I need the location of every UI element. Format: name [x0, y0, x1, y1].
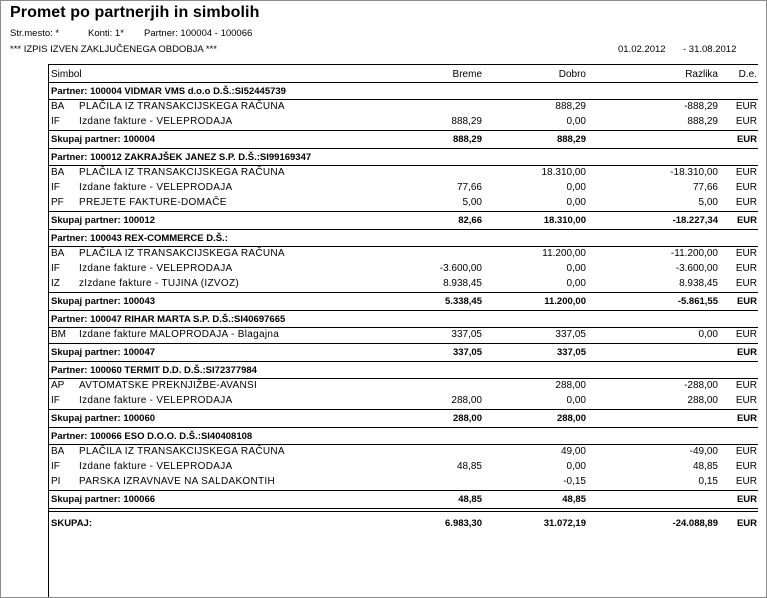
- col-breme: Breme: [452, 69, 482, 80]
- row-description: zIzdane fakture - TUJINA (IZVOZ): [79, 278, 240, 289]
- row-breme: 77,66: [456, 182, 482, 193]
- partner-total-dobro: 48,85: [562, 494, 586, 505]
- row-dobro: 0,00: [566, 197, 586, 208]
- grand-total-de: EUR: [736, 518, 757, 529]
- partner-total-breme: 337,05: [452, 347, 482, 358]
- partner-total-breme: 82,66: [458, 215, 482, 226]
- partner-header: [48, 311, 758, 327]
- row-dobro: 11.200,00: [542, 248, 586, 259]
- report-title: Promet po partnerjih in simbolih: [10, 4, 260, 21]
- partner-total-de: EUR: [736, 134, 757, 145]
- row-dobro: -0,15: [563, 476, 586, 487]
- partner-total-de: EUR: [736, 413, 757, 424]
- partner-header-label: Partner: 100047 RIHAR MARTA S.P. D.Š.:SI40697665: [51, 314, 286, 325]
- table-row: [48, 379, 758, 394]
- row-razlika: 48,85: [692, 461, 718, 472]
- row-dobro: 0,00: [566, 263, 586, 274]
- grand-total-dobro: 31.072,19: [543, 518, 586, 529]
- partner-total-dobro: 18.310,00: [543, 215, 586, 226]
- partner-header-label: Partner: 100004 VIDMAR VMS d.o.o D.Š.:SI52445739: [51, 86, 286, 97]
- row-dobro: 18.310,00: [541, 167, 586, 178]
- col-dobro: Dobro: [558, 69, 586, 80]
- partner-total-dobro: 11.200,00: [544, 296, 586, 307]
- row-breme: 337,05: [451, 329, 482, 340]
- partner-total-de: EUR: [736, 494, 757, 505]
- date-from: 01.02.2012: [618, 44, 666, 55]
- partner-total-breme: 48,85: [458, 494, 482, 505]
- partner-header: [48, 83, 758, 99]
- partner-total-row: [48, 293, 758, 310]
- row-description: PLAČILA IZ TRANSAKCIJSKEGA RAČUNA: [79, 101, 285, 112]
- partner-header-label: Partner: 100043 REX-COMMERCE D.Š.:: [51, 233, 228, 244]
- section-end-rule: [48, 508, 758, 509]
- table-row: [48, 196, 758, 211]
- report-table: [48, 64, 758, 536]
- partner-total-row: [48, 212, 758, 229]
- partner-total-dobro: 288,00: [556, 413, 586, 424]
- row-breme: 5,00: [462, 197, 482, 208]
- row-de: EUR: [735, 278, 757, 289]
- table-row: [48, 181, 758, 196]
- partner-total-label: Skupaj partner: 100047: [51, 347, 156, 358]
- row-de: EUR: [735, 395, 757, 406]
- partner-total-row: [48, 131, 758, 148]
- row-de: EUR: [735, 182, 757, 193]
- row-de: EUR: [735, 167, 757, 178]
- row-code: BA: [51, 101, 65, 112]
- table-row: [48, 247, 758, 262]
- row-code: IZ: [51, 278, 60, 289]
- row-description: PLAČILA IZ TRANSAKCIJSKEGA RAČUNA: [79, 167, 285, 178]
- row-razlika: -18.310,00: [670, 167, 718, 178]
- row-de: EUR: [735, 446, 757, 457]
- row-razlika: 5,00: [698, 197, 718, 208]
- partner-header: [48, 362, 758, 378]
- row-description: AVTOMATSKE PREKNJIŽBE-AVANSI: [79, 380, 258, 391]
- row-dobro: 337,05: [555, 329, 586, 340]
- row-description: Izdane fakture - VELEPRODAJA: [79, 182, 233, 193]
- partner-total-label: Skupaj partner: 100004: [51, 134, 156, 145]
- table-row: [48, 115, 758, 130]
- row-razlika: -288,00: [684, 380, 718, 391]
- row-de: EUR: [735, 476, 757, 487]
- row-code: PI: [51, 476, 61, 487]
- partner-header-label: Partner: 100012 ZAKRAJŠEK JANEZ S.P. D.Š.:SI99169347: [51, 152, 312, 163]
- row-code: BA: [51, 248, 65, 259]
- row-de: EUR: [735, 101, 757, 112]
- row-breme: 288,00: [451, 395, 482, 406]
- row-breme: 8.938,45: [443, 278, 482, 289]
- partner-total-de: EUR: [736, 347, 757, 358]
- partner-header-label: Partner: 100066 ESO D.O.O. D.Š.:SI40408108: [51, 431, 253, 442]
- row-code: AP: [51, 380, 65, 391]
- partner-total-razlika: -18.227,34: [672, 215, 718, 226]
- table-row: [48, 100, 758, 115]
- partner-total-breme: 288,00: [452, 413, 482, 424]
- date-to: - 31.08.2012: [683, 44, 737, 55]
- row-dobro: 0,00: [566, 116, 586, 127]
- row-de: EUR: [735, 380, 757, 391]
- column-header-row: [48, 65, 758, 82]
- row-description: Izdane fakture - VELEPRODAJA: [79, 263, 233, 274]
- row-breme: -3.600,00: [439, 263, 482, 274]
- row-razlika: 0,15: [698, 476, 718, 487]
- grand-total-label: SKUPAJ:: [51, 518, 92, 529]
- table-row: [48, 328, 758, 343]
- row-de: EUR: [735, 197, 757, 208]
- row-dobro: 0,00: [566, 461, 586, 472]
- table-row: [48, 394, 758, 409]
- row-code: BA: [51, 446, 65, 457]
- row-razlika: 77,66: [692, 182, 718, 193]
- row-razlika: -888,29: [684, 101, 718, 112]
- row-dobro: 888,29: [555, 101, 586, 112]
- partner-total-label: Skupaj partner: 100066: [51, 494, 156, 505]
- row-description: PLAČILA IZ TRANSAKCIJSKEGA RAČUNA: [79, 446, 285, 457]
- row-de: EUR: [735, 248, 757, 259]
- row-code: BA: [51, 167, 65, 178]
- row-dobro: 0,00: [566, 278, 586, 289]
- partner-total-row: [48, 491, 758, 508]
- row-razlika: 8.938,45: [679, 278, 718, 289]
- row-de: EUR: [735, 263, 757, 274]
- partner-sections: [48, 83, 758, 509]
- row-dobro: 0,00: [566, 182, 586, 193]
- col-razlika: Razlika: [685, 69, 718, 80]
- meta-konti: Konti: 1*: [88, 28, 124, 39]
- row-code: IF: [51, 461, 60, 472]
- partner-total-breme: 5.338,45: [445, 296, 482, 307]
- row-de: EUR: [735, 461, 757, 472]
- partner-total-row: [48, 344, 758, 361]
- partner-header-label: Partner: 100060 TERMIT D.D. D.Š.:SI72377984: [51, 365, 257, 376]
- table-row: [48, 460, 758, 475]
- row-code: IF: [51, 263, 60, 274]
- row-code: PF: [51, 197, 64, 208]
- row-description: Izdane fakture MALOPRODAJA - Blagajna: [79, 329, 280, 340]
- row-de: EUR: [735, 329, 757, 340]
- table-row: [48, 166, 758, 181]
- row-razlika: -49,00: [689, 446, 718, 457]
- row-dobro: 0,00: [566, 395, 586, 406]
- row-description: PLAČILA IZ TRANSAKCIJSKEGA RAČUNA: [79, 248, 285, 259]
- row-description: Izdane fakture - VELEPRODAJA: [79, 461, 233, 472]
- row-breme: 888,29: [451, 116, 482, 127]
- partner-total-label: Skupaj partner: 100043: [51, 296, 156, 307]
- row-description: Izdane fakture - VELEPRODAJA: [79, 116, 233, 127]
- col-de: D.e.: [738, 69, 757, 80]
- period-notice: *** IZPIS IZVEN ZAKLJUČENEGA OBDOBJA ***: [10, 44, 217, 55]
- row-razlika: 288,00: [687, 395, 718, 406]
- table-row: [48, 445, 758, 460]
- grand-total-breme: 6.983,30: [445, 518, 482, 529]
- row-razlika: -11.200,00: [670, 248, 718, 259]
- partner-total-row: [48, 410, 758, 427]
- row-razlika: -3.600,00: [675, 263, 718, 274]
- partner-total-label: Skupaj partner: 100012: [51, 215, 156, 226]
- row-code: IF: [51, 395, 60, 406]
- table-row: [48, 277, 758, 292]
- table-row: [48, 262, 758, 277]
- grand-total-row: [48, 512, 758, 536]
- partner-total-razlika: -5.861,55: [677, 296, 718, 307]
- col-simbol: Simbol: [51, 69, 82, 80]
- meta-strmesto: Str.mesto: *: [10, 28, 60, 39]
- partner-total-de: EUR: [736, 215, 757, 226]
- row-dobro: 288,00: [555, 380, 586, 391]
- grand-total-razlika: -24.088,89: [672, 518, 718, 529]
- meta-partner: Partner: 100004 - 100066: [144, 28, 253, 39]
- row-description: PARSKA IZRAVNAVE NA SALDAKONTIH: [79, 476, 276, 487]
- partner-total-dobro: 337,05: [556, 347, 586, 358]
- partner-header: [48, 230, 758, 246]
- partner-total-de: EUR: [736, 296, 757, 307]
- row-code: IF: [51, 116, 60, 127]
- partner-total-label: Skupaj partner: 100060: [51, 413, 156, 424]
- partner-header: [48, 428, 758, 444]
- partner-total-dobro: 888,29: [556, 134, 586, 145]
- row-description: PREJETE FAKTURE-DOMAČE: [79, 197, 227, 208]
- table-row: [48, 475, 758, 490]
- row-razlika: 888,29: [687, 116, 718, 127]
- row-breme: 48,85: [456, 461, 482, 472]
- row-description: Izdane fakture - VELEPRODAJA: [79, 395, 233, 406]
- row-code: IF: [51, 182, 60, 193]
- partner-total-breme: 888,29: [452, 134, 482, 145]
- row-dobro: 49,00: [560, 446, 586, 457]
- row-razlika: 0,00: [698, 329, 718, 340]
- row-code: BM: [51, 329, 66, 340]
- row-de: EUR: [735, 116, 757, 127]
- partner-header: [48, 149, 758, 165]
